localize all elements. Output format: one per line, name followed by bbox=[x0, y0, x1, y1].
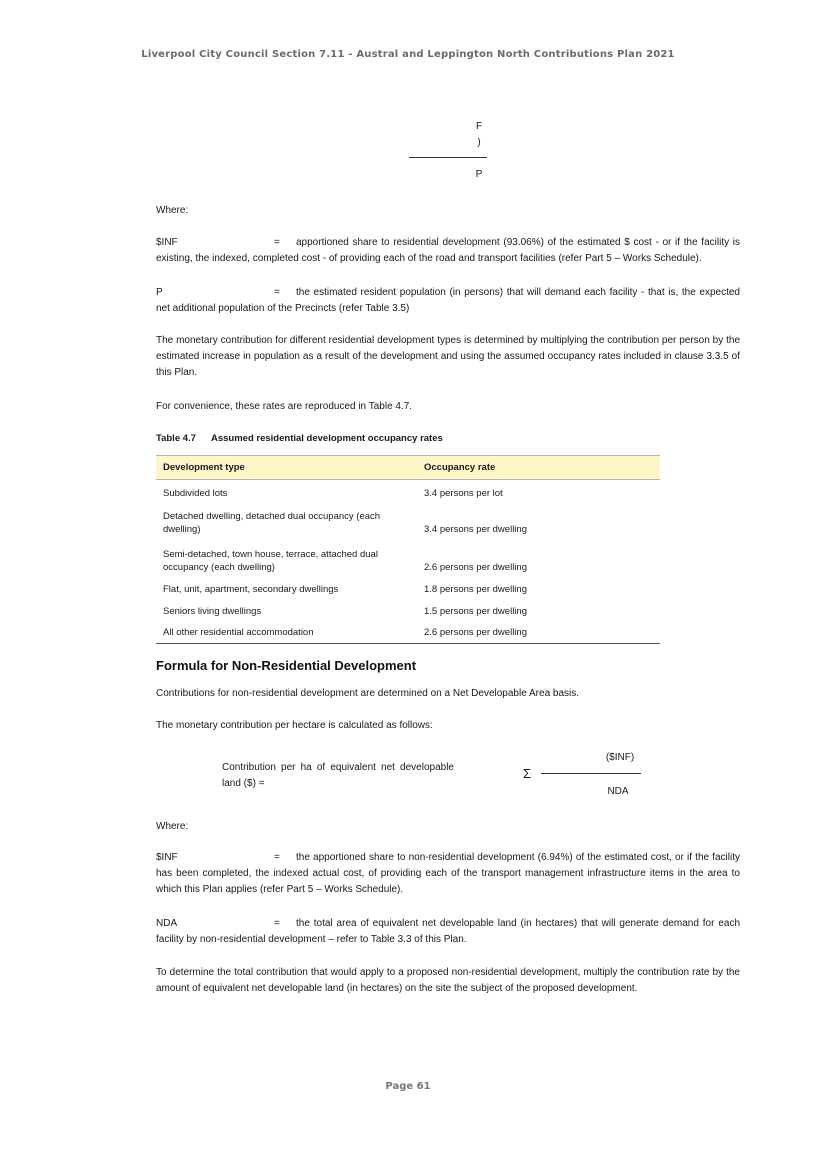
formula-numerator-sinf: ($INF) bbox=[605, 752, 635, 763]
definition-text: the estimated resident population (in persons) that will demand each facility - that is, the expected net additional population of the Precincts (refer Table 3.5) bbox=[156, 287, 740, 314]
definition-term: $INF bbox=[156, 237, 178, 248]
table-cell: Semi-detached, town house, terrace, attached dual occupancy (each dwelling) bbox=[163, 548, 378, 573]
table-row bbox=[156, 600, 660, 622]
definition-p bbox=[156, 285, 740, 317]
formula-fraction-line bbox=[541, 773, 641, 774]
formula-label: Contribution per ha of equivalent net developable land ($) = bbox=[222, 762, 454, 789]
paragraph-total-contribution: To determine the total contribution that would apply to a proposed non-residential development, multiply the contribution rate by the amount of equivalent net developable land (in hectares) on the site the subject of the proposed development. bbox=[156, 967, 740, 994]
column-header-development-type: Development type bbox=[156, 456, 417, 480]
definition-sinf-residential bbox=[156, 235, 740, 267]
table-row bbox=[156, 480, 660, 504]
definition-equals: = bbox=[274, 237, 280, 248]
definition-equals: = bbox=[274, 918, 280, 929]
table-row bbox=[156, 504, 660, 540]
definition-term: $INF bbox=[156, 852, 178, 863]
where-label: Where: bbox=[156, 205, 189, 216]
section-heading: Formula for Non-Residential Development bbox=[156, 658, 417, 673]
table-cell: Flat, unit, apartment, secondary dwellings bbox=[163, 583, 339, 595]
sigma-symbol: Σ bbox=[523, 766, 532, 781]
definition-equals: = bbox=[274, 852, 280, 863]
definition-sinf-non-residential bbox=[156, 850, 740, 898]
paragraph-convenience: For convenience, these rates are reproduced in Table 4.7. bbox=[156, 401, 413, 412]
definition-nda bbox=[156, 916, 740, 948]
paragraph-nda-basis: Contributions for non-residential development are determined on a Net Developable Area basis. bbox=[156, 688, 580, 699]
definition-equals: = bbox=[274, 287, 280, 298]
page-header: Liverpool City Council Section 7.11 - Austral and Leppington North Contributions Plan 2021 bbox=[141, 49, 675, 60]
definition-text: apportioned share to residential development (93.06%) of the estimated $ cost - or if the facility is existing, the indexed, completed cost - of providing each of the road and transport facilities (refer Part 5 – Works Schedule). bbox=[156, 237, 740, 264]
table-number: Table 4.7 bbox=[156, 433, 196, 444]
formula-denominator-p: P bbox=[475, 169, 483, 180]
definition-text: the total area of equivalent net developable land (in hectares) that will generate demand for each facility by non-residential development – refer to Table 3.3 of this Plan. bbox=[156, 918, 740, 945]
where-label: Where: bbox=[156, 821, 189, 832]
definition-term: NDA bbox=[156, 918, 178, 929]
table-cell: 3.4 persons per dwelling bbox=[424, 523, 527, 535]
table-cell: Seniors living dwellings bbox=[163, 605, 262, 617]
formula-numerator-paren: ) bbox=[477, 137, 481, 148]
table-row bbox=[156, 622, 660, 644]
table-cell: 1.5 persons per dwelling bbox=[424, 605, 527, 617]
table-cell: 3.4 persons per lot bbox=[424, 487, 503, 499]
table-cell: Detached dwelling, detached dual occupancy (each dwelling) bbox=[163, 510, 381, 535]
formula-fraction-line bbox=[409, 157, 487, 158]
table-cell: All other residential accommodation bbox=[156, 622, 417, 644]
paragraph-per-hectare: The monetary contribution per hectare is calculated as follows: bbox=[156, 720, 433, 731]
formula-denominator-nda: NDA bbox=[607, 786, 629, 797]
paragraph-monetary-contribution: The monetary contribution for different residential development types is determined by multiplying the contribution per person by the estimated increase in population as a result of the development and using the assumed occupancy rates included in clause 3.3.5 of this Plan. bbox=[156, 335, 740, 378]
occupancy-rates-table bbox=[156, 455, 660, 644]
table-title: Assumed residential development occupancy rates bbox=[211, 433, 443, 444]
formula-numerator-f: F bbox=[475, 121, 483, 132]
definition-term: P bbox=[156, 287, 163, 298]
table-caption bbox=[156, 433, 443, 444]
table-cell: Subdivided lots bbox=[163, 487, 228, 499]
page-number: Page 61 bbox=[385, 1081, 431, 1092]
table-cell: 2.6 persons per dwelling bbox=[417, 622, 660, 644]
table-row bbox=[156, 540, 660, 578]
table-cell: 1.8 persons per dwelling bbox=[424, 583, 527, 595]
table-cell: 2.6 persons per dwelling bbox=[424, 561, 527, 573]
table-row bbox=[156, 578, 660, 600]
column-header-occupancy-rate: Occupancy rate bbox=[417, 456, 660, 480]
definition-text: the apportioned share to non-residential development (6.94%) of the estimated cost, or if the facility has been completed, the indexed actual cost, of providing each of the transport management infrastructure items in the area to which this Plan applies (refer Part 5 – Works Schedule). bbox=[156, 852, 740, 895]
table-header-row bbox=[156, 456, 660, 480]
